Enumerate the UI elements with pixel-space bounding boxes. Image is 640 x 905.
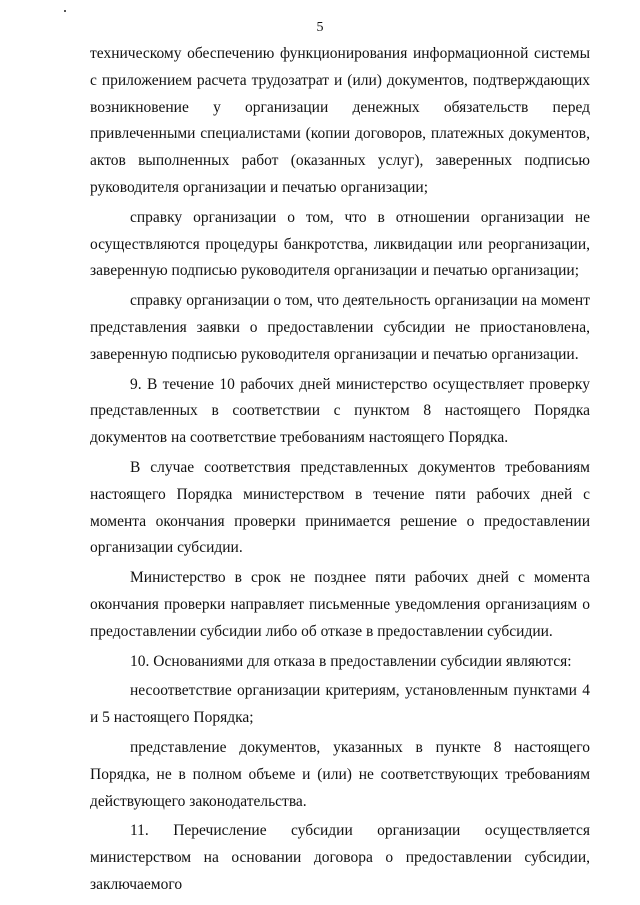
- paragraph-activity-certificate: справку организации о том, что деятельность организации на момент представления заявки о предоставлении субсидии не приостановлена, заверенную подписью руководителя организации и печатью организации.: [90, 292, 590, 363]
- paragraph-bankruptcy-certificate: справку организации о том, что в отношении организации не осуществляются процедуры банкротства, ликвидации или реорганизации, заверенную подписью руководителя организации и печатью организации;: [90, 208, 590, 280]
- paragraph-criteria-mismatch: несоответствие организации критериям, установленным пунктами 4 и 5 настоящего Порядка;: [90, 682, 590, 727]
- paragraph-item-11: 11. Перечисление субсидии организации осуществляется министерством на основании договора о предоставлении субсидии, заключаемого: [90, 822, 590, 893]
- document-body: [90, 41, 590, 902]
- paragraph-item-10: 10. Основаниями для отказа в предоставлении субсидии являются:: [130, 652, 572, 670]
- scan-mark: [64, 10, 66, 12]
- paragraph-decision: В случае соответствия представленных документов требованиям настоящего Порядка министерством в течение пяти рабочих дней с момента окончания проверки принимается решение о предоставлении организации субсидии.: [90, 458, 590, 557]
- paragraph-item-9: 9. В течение 10 рабочих дней министерство осуществляет проверку представленных в соответствии с пунктом 8 настоящего Порядка документов на соответствие требованиям настоящего Порядка.: [90, 375, 590, 447]
- paragraph-notification: Министерство в срок не позднее пяти рабочих дней с момента окончания проверки направляет письменные уведомления организациям о предоставлении субсидии либо об отказе в предоставлении субсидии.: [90, 569, 590, 640]
- page-number: 5: [316, 20, 324, 35]
- paragraph-continuation: техническому обеспечению функционирования информационной системы с приложением расчета трудозатрат и (или) документов, подтверждающих возникновение у организации денежных обязательств перед привлеченными специалистами (копии договоров, платежных документов, актов выполненных работ (оказанных услуг), заверенных подписью руководителя организации и печатью организации;: [90, 45, 590, 196]
- paragraph-incomplete-documents: представление документов, указанных в пункте 8 настоящего Порядка, не в полном объеме и (или) не соответствующих требованиям действующего законодательства.: [90, 738, 590, 810]
